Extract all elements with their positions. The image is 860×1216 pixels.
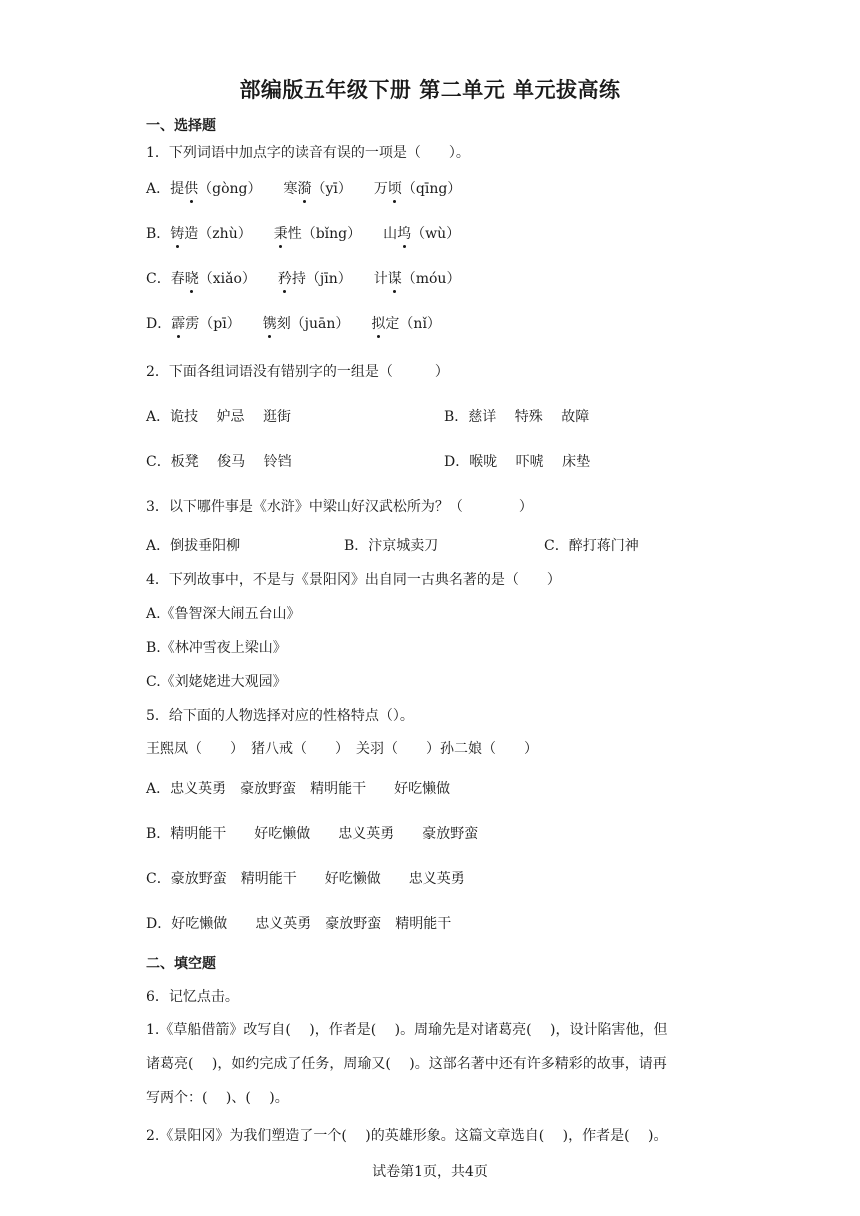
option-word: 寒漪（yī） xyxy=(284,178,352,198)
section-heading-choice: 一、选择题 xyxy=(146,118,216,134)
dotted-character: 铸 xyxy=(170,223,184,243)
question-1-stem: 1．下列词语中加点字的读音有误的一项是（ ）。 xyxy=(146,145,470,161)
dotted-character: 矜 xyxy=(278,268,292,288)
question-5-option-d: D．好吃懒做 忠义英勇 豪放野蛮 精明能干 xyxy=(146,916,452,932)
question-1-option-a xyxy=(146,178,461,198)
question-3-stem: 3．以下哪件事是《水浒》中梁山好汉武松所为？（ ） xyxy=(146,499,533,515)
page-footer: 试卷第1页，共4页 xyxy=(372,1164,488,1180)
option-label: C． xyxy=(146,271,171,287)
dotted-character: 镌 xyxy=(263,313,277,333)
dotted-character: 漪 xyxy=(298,178,312,198)
dotted-character: 秉 xyxy=(274,223,288,243)
question-2-option-c: C．板凳 俊马 铃铛 xyxy=(146,454,292,470)
option-word: 春晓（xiǎo） xyxy=(171,268,256,288)
question-6-line-2: 诸葛亮( )，如约完成了任务，周瑜又( )。这部名著中还有许多精彩的故事，请再 xyxy=(146,1056,667,1072)
question-5-names: 王熙凤（ ） 猪八戒（ ） 关羽（ ）孙二娘（ ） xyxy=(146,741,538,757)
dotted-character: 拟 xyxy=(371,313,385,333)
question-1-option-d xyxy=(146,313,441,333)
question-6-stem: 6．记忆点击。 xyxy=(146,989,239,1005)
question-3-option-b: B．汴京城卖刀 xyxy=(344,538,439,554)
question-6-line-1: 1.《草船借箭》改写自( )，作者是( )。周瑜先是对诸葛亮( )，设计陷害他，但 xyxy=(146,1022,668,1038)
option-word: 霹雳（pī） xyxy=(171,313,240,333)
option-label: D． xyxy=(146,316,172,332)
question-2-option-d: D．喉咙 吓唬 床垫 xyxy=(444,454,591,470)
question-5-option-a: A．忠义英勇 豪放野蛮 精明能干 好吃懒做 xyxy=(146,781,451,797)
option-word: 矜持（jīn） xyxy=(278,268,352,288)
question-3-option-a: A．倒拔垂阳柳 xyxy=(146,538,241,554)
option-word: 秉性（bǐng） xyxy=(274,223,361,243)
option-label: B． xyxy=(146,226,171,242)
question-5-option-c: C．豪放野蛮 精明能干 好吃懒做 忠义英勇 xyxy=(146,871,465,887)
question-4-option-c: C.《刘姥姥进大观园》 xyxy=(146,674,287,690)
option-word: 计谋（móu） xyxy=(374,268,461,288)
question-4-option-a: A.《鲁智深大闹五台山》 xyxy=(146,606,301,622)
question-1-option-c xyxy=(146,268,460,288)
dotted-character: 顷 xyxy=(388,178,402,198)
question-2-option-b: B．慈详 特殊 故障 xyxy=(444,409,590,425)
section-heading-fill: 二、填空题 xyxy=(146,956,216,972)
dotted-character: 谋 xyxy=(388,268,402,288)
page-title: 部编版五年级下册 第二单元 单元拔高练 xyxy=(239,78,621,102)
question-2-stem: 2．下面各组词语没有错别字的一组是（ ） xyxy=(146,364,449,380)
option-word: 山坞（wù） xyxy=(383,223,460,243)
dotted-character: 坞 xyxy=(397,223,411,243)
question-4-option-b: B.《林冲雪夜上梁山》 xyxy=(146,640,287,656)
option-word: 万顷（qīng） xyxy=(374,178,461,198)
question-6-line-4: 2.《景阳冈》为我们塑造了一个( )的英雄形象。这篇文章选自( )，作者是( )。 xyxy=(146,1128,668,1144)
option-word: 铸造（zhù） xyxy=(170,223,251,243)
option-word: 拟定（nǐ） xyxy=(371,313,441,333)
question-6-line-3: 写两个：( )、( )。 xyxy=(146,1090,289,1106)
question-1-option-b xyxy=(146,223,460,243)
dotted-character: 霹 xyxy=(171,313,185,333)
dotted-character: 晓 xyxy=(185,268,199,288)
option-word: 提供（gòng） xyxy=(170,178,261,198)
question-4-stem: 4．下列故事中，不是与《景阳冈》出自同一古典名著的是（ ） xyxy=(146,572,561,588)
question-3-option-c: C．醉打蒋门神 xyxy=(544,538,639,554)
dotted-character: 供 xyxy=(184,178,198,198)
option-word: 镌刻（juān） xyxy=(263,313,350,333)
question-5-option-b: B．精明能干 好吃懒做 忠义英勇 豪放野蛮 xyxy=(146,826,479,842)
question-2-option-a: A．诡技 妒忌 逛街 xyxy=(146,409,292,425)
question-5-stem: 5．给下面的人物选择对应的性格特点（）。 xyxy=(146,708,414,724)
option-label: A． xyxy=(146,181,171,197)
